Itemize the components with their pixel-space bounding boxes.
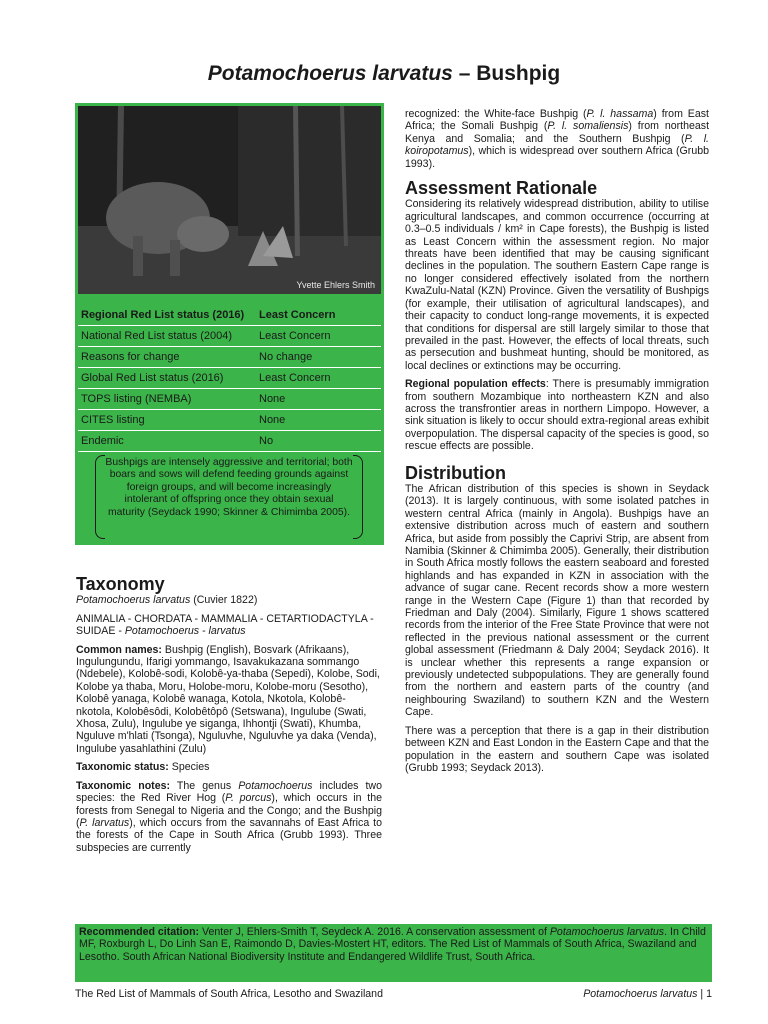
- taxonomic-status-label: Taxonomic status:: [76, 761, 169, 774]
- notes-species: P. porcus: [225, 792, 272, 805]
- page-title: [0, 62, 768, 86]
- regional-effects-paragraph: [405, 378, 709, 452]
- bushpig-photo: [78, 106, 381, 294]
- subspecies-name: P. l. koiropotamus: [405, 132, 709, 158]
- red-list-status-table: [78, 305, 381, 452]
- taxonomy-binomial: Potamochoerus larvatus: [76, 594, 191, 607]
- taxonomy-authority: (Cuvier 1822): [190, 594, 258, 607]
- subspecies-name: P. l. somaliensis: [547, 120, 629, 133]
- taxonomy-common-names: [76, 644, 382, 756]
- status-row: [78, 410, 381, 431]
- status-key: Endemic: [78, 431, 256, 452]
- intro-text: ), which is widespread over southern Africa (Grubb 1993).: [405, 145, 709, 170]
- status-row: [78, 368, 381, 389]
- intro-text: ) from northeast Kenya and Somalia; and the Southern Bushpig (: [405, 120, 710, 145]
- callout-bracket-right: [353, 455, 363, 539]
- taxonomy-lineage: [76, 613, 382, 638]
- common-names-label: Common names:: [76, 643, 162, 656]
- right-column: [405, 108, 709, 780]
- distribution-heading: Distribution: [405, 462, 506, 483]
- footer-page: [583, 988, 712, 1000]
- bushpig-photo-graphic: [78, 106, 381, 294]
- distribution-paragraph: There was a perception that there is a gap in their distribution between KZN and East London in the Eastern Cape and that the population in the eastern and southern Cape was isolated (Grubb 1993; Seydack 2013).: [405, 724, 709, 774]
- status-row-header: [78, 305, 381, 326]
- status-value: No change: [256, 347, 381, 368]
- recommended-citation: [75, 924, 712, 982]
- status-key: Reasons for change: [78, 347, 256, 368]
- behaviour-callout: [95, 455, 363, 537]
- photo-credit: Yvette Ehlers Smith: [296, 280, 375, 290]
- intro-text: ) from East Africa; the Somali Bushpig (: [405, 108, 709, 133]
- taxonomic-notes: [76, 780, 382, 854]
- left-column: [76, 574, 382, 860]
- footer-page-number: | 1: [697, 988, 712, 1000]
- assessment-heading: Assessment Rationale: [405, 178, 598, 199]
- taxonomy-lineage-text: ANIMALIA - CHORDATA - MAMMALIA - CETARTIODACTYLA - SUIDAE -: [76, 612, 374, 638]
- status-value: None: [256, 410, 381, 431]
- notes-species: P. larvatus: [79, 816, 130, 829]
- title-separator: –: [452, 62, 477, 85]
- status-value: None: [256, 389, 381, 410]
- status-value: No: [256, 431, 381, 452]
- status-value: Least Concern: [256, 326, 381, 347]
- notes-text: The genus: [170, 779, 239, 792]
- regional-effects-label: Regional population effects: [405, 378, 546, 391]
- taxonomy-lineage-species: Potamochoerus - larvatus: [124, 625, 246, 638]
- intro-text: recognized: the White-face Bushpig (: [405, 108, 587, 120]
- status-row: [78, 347, 381, 368]
- regional-effects-text: : There is presumably immigration from southern Mozambique into northeastern KZN and also across the transfrontier areas in northern Limpopo. However, a sink situation is likely to occur should extra-regional areas exhibit overpopulation. The dispersal capacity of the species is good, so rescue effects are possible.: [405, 378, 710, 453]
- status-key: CITES listing: [78, 410, 256, 431]
- title-common-name: Bushpig: [476, 62, 561, 85]
- distribution-paragraph: The African distribution of this species is shown in Seydack (2013). It is largely continuous, with some isolated patches in western central Africa (mainly in Angola). Bushpigs have an extensive distribution across much of eastern and southern Africa, but aside from possibly the Caprivi Strip, are absent from Namibia (Skinner & Chimimba 2005). Generally, their distribution in South Africa mostly follows the eastern seaboard and forested highlands and has expanded in KZN in association with the advance of sugar cane. Recent records show a more western range in the Western Cape (Figure 1) than that recorded by Friedman and Daly (2004). Similarly, Figure 1 shows scattered records from the interior of the Free State Province that were not reflected in the previous national assessment or the current global assessment (Friedmann & Daly 2004; Seydack 2016). It is unclear whether this represents a range expansion or previously undetected subpopulations. They are generally found from the northern and eastern parts of the country (and neighbouring Swaziland) to southern KZN and the Western Cape.: [405, 482, 709, 719]
- footer-publication: The Red List of Mammals of South Africa, Lesotho and Swaziland: [75, 988, 383, 1000]
- citation-text: . In Child MF, Roxburgh L, Do Linh San E, Raimondo D, Davies-Mostert HT, editors. The Red List of Mammals of South Africa, Swaziland and Lesotho. South African National Biodiversity Institute and Endangered Wildlife Trust, South Africa.: [79, 926, 706, 963]
- taxonomic-notes-label: Taxonomic notes:: [76, 779, 171, 792]
- status-key: TOPS listing (NEMBA): [78, 389, 256, 410]
- status-row: [78, 389, 381, 410]
- citation-species: Potamochoerus larvatus: [549, 926, 665, 938]
- status-row: [78, 326, 381, 347]
- citation-label: Recommended citation:: [79, 926, 200, 938]
- subspecies-text: [405, 108, 709, 170]
- status-key: National Red List status (2004): [78, 326, 256, 347]
- common-names-text: Bushpig (English), Bosvark (Afrikaans), Ingulungundu, Ifarigi yommango, Isavakukazana sommango (Ndebele), Kolobê-sodi, Kolobê-ya-thaba (Sepedi), Kolobe, Sodi, Kolobe ya thaba, Moru, Holobe-moru, Kolobe-moru (Sesotho), Kolobê yanaga, Kolobê wanaga, Kotola, Nkotola, Kolobê-nkotola, Kolobêsôdi, Kolobêtôpô (Setswana), Ingulube (Swati, Xhosa, Zulu), Ingulube ye siganga, Ihhontji (Swati), Khumba, Nguluve m'hlati (Tsonga), Nguluvhe, Nguluvhe ya daka (Venda), Ingulube yasahlathini (Zulu): [76, 643, 380, 755]
- subspecies-name: P. l. hassama: [586, 108, 654, 120]
- taxonomic-status: [76, 761, 382, 773]
- status-value: Least Concern: [256, 305, 381, 326]
- status-row: [78, 431, 381, 452]
- taxonomic-status-text: Species: [168, 761, 210, 774]
- callout-bracket-left: [95, 455, 105, 539]
- notes-text: ), which occurs from the savannahs of East Africa to the forests of the Cape in South Africa (Grubb 1993). Three subspecies are currently: [76, 816, 382, 854]
- taxonomy-binomial-line: [76, 594, 382, 606]
- citation-text: Venter J, Ehlers-Smith T, Seydeck A. 2016. A conservation assessment of: [199, 926, 550, 938]
- footer-species: Potamochoerus larvatus: [583, 988, 698, 1000]
- title-species: Potamochoerus larvatus: [207, 62, 453, 85]
- callout-text: Bushpigs are intensely aggressive and territorial; both boars and sows will defend feeding grounds against foreign groups, and will become increasingly intolerant of offspring once they obtain sexual maturity (Seydack 1990; Skinner & Chimimba 2005).: [105, 457, 353, 518]
- assessment-paragraph: Considering its relatively widespread distribution, ability to utilise agricultural landscapes, and common occurrence (occurring at 0.3–0.5 individuals / km² in Cape forests), the Bushpig is listed as Least Concern within the assessment region. No major threats have been identified that may be causing significant declines in the population. The southern Eastern Cape range is no longer considered effectively isolated from the northern KwaZulu-Natal (KZN) Province. Given the versatility of Bushpigs (for example, their utilisation of agricultural landscapes), and their capacity to conduct long-range movements, it is expected that conditions for dispersal are still largely similar to those that prevailed in the past. However, the effects of local threats, such as persecution and bushmeat hunting, should be monitored, as local declines or extinctions may be occurring.: [405, 198, 709, 372]
- status-key: Regional Red List status (2016): [78, 305, 256, 326]
- taxonomy-heading: Taxonomy: [76, 574, 165, 594]
- notes-genus: Potamochoerus: [238, 779, 313, 792]
- status-key: Global Red List status (2016): [78, 368, 256, 389]
- notes-text: ), which occurs in the forests from Senegal to Nigeria and the Congo; and the Bushpig (: [76, 792, 382, 829]
- notes-text: includes two species: the Red River Hog (: [76, 779, 382, 805]
- status-value: Least Concern: [256, 368, 381, 389]
